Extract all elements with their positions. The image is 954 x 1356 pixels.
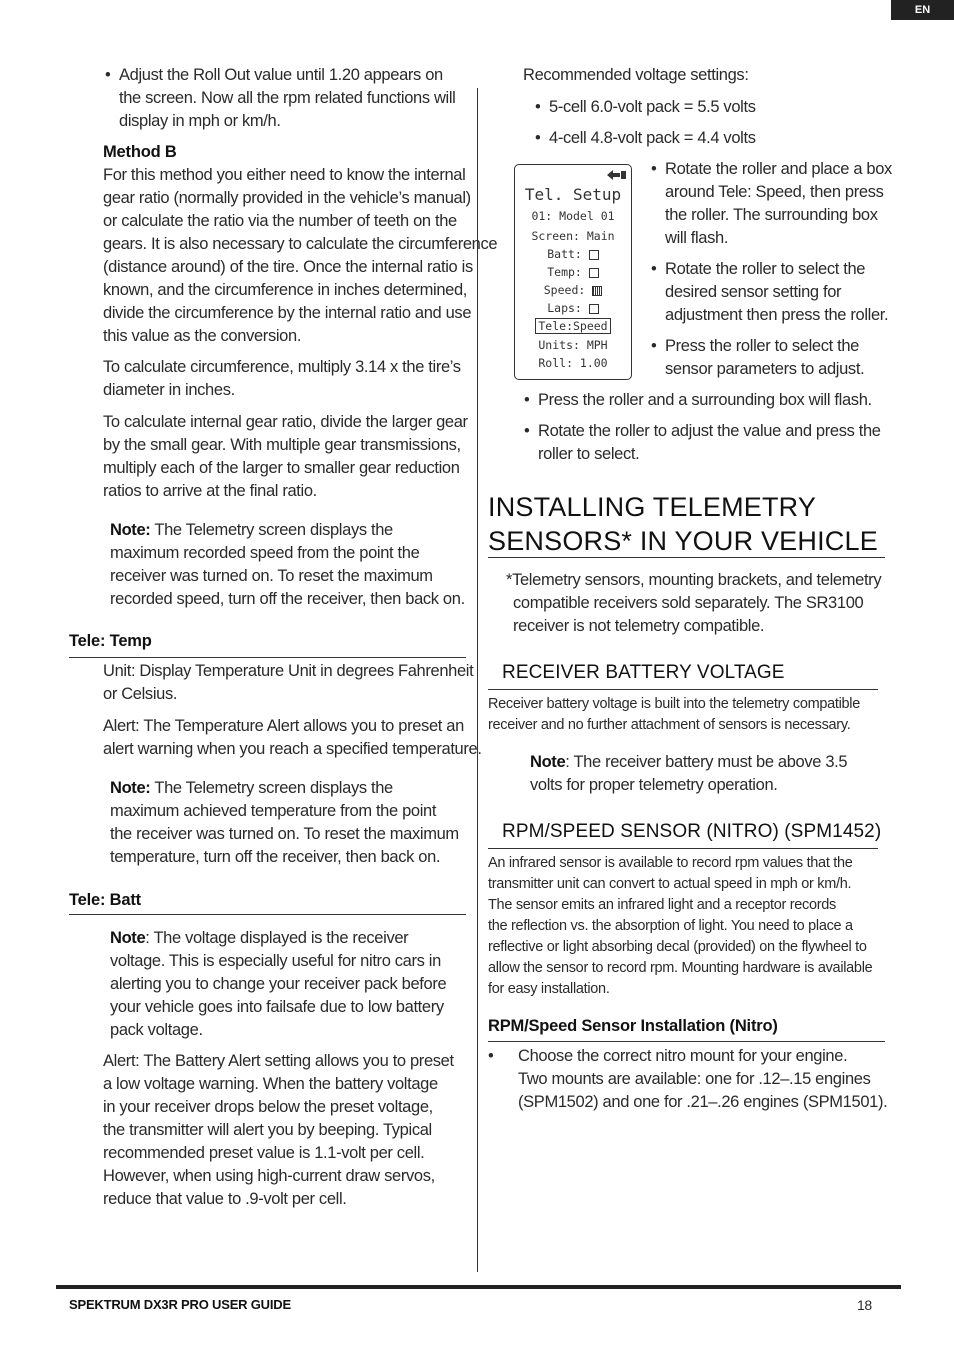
- text-line: reduce that value to .9-volt per cell.: [103, 1190, 347, 1208]
- text-line: gear ratio (normally provided in the vehicle’s manual): [103, 189, 471, 207]
- tele-batt-heading: Tele: Batt: [69, 891, 141, 909]
- text-line: the screen. Now all the rpm related functions will: [119, 89, 456, 107]
- text-line: sensor parameters to adjust.: [665, 360, 865, 378]
- telemetry-setup-screen: [514, 164, 632, 380]
- note-max-speed: Note: The Telemetry screen displays the maximum recorded speed from the point the receiver was turned on. To reset the maximum recorded speed, turn off the receiver, then back on.: [110, 521, 465, 608]
- text-line: by the small gear. With multiple gear transmissions,: [103, 436, 461, 454]
- tele-temp-heading: Tele: Temp: [69, 632, 152, 650]
- text-line: allow the sensor to record rpm. Mounting hardware is available: [488, 960, 873, 976]
- lcd-row-laps: Laps:: [515, 301, 631, 315]
- text-line: diameter in inches.: [103, 381, 235, 399]
- temp-alert-paragraph: [103, 715, 482, 761]
- text-line: (distance around) of the tire. Once the internal ratio is: [103, 258, 473, 276]
- lcd-row-roll: Roll: 1.00: [538, 356, 608, 370]
- text-line: ratios to arrive at the final ratio.: [103, 482, 317, 500]
- text-line: desired sensor setting for: [665, 283, 842, 301]
- text-line: To calculate circumference, multiply 3.14 x the tire’s: [103, 358, 461, 376]
- text-line: Rotate the roller to adjust the value and press the: [538, 422, 881, 440]
- text-line: Two mounts are available: one for .12–.15 engines: [518, 1070, 871, 1088]
- text-line: However, when using high-current draw servos,: [103, 1167, 435, 1185]
- text-line: Alert: The Temperature Alert allows you to preset an: [103, 717, 464, 735]
- text-line: in your receiver drops below the preset voltage,: [103, 1098, 433, 1116]
- screen-title: Tel. Setup: [524, 185, 622, 204]
- receiver-battery-voltage-heading: RECEIVER BATTERY VOLTAGE: [502, 662, 785, 683]
- text-line: Receiver battery voltage is built into the telemetry compatible: [488, 696, 860, 712]
- rbv-paragraph: [488, 694, 860, 736]
- note-battery-voltage: Note: The voltage displayed is the receiver voltage. This is especially useful for nitro cars in alerting you to change your receiver pack before your vehicle goes into failsafe due to low battery pack voltage.: [110, 929, 447, 1039]
- tele-batt-rule: [69, 914, 466, 915]
- lcd-row-speed: Speed:: [515, 283, 631, 297]
- lcd-row-temp: Temp:: [515, 265, 631, 279]
- text-line: for easy installation.: [488, 981, 610, 997]
- bullet-5-cell: • 5-cell 6.0-volt pack = 5.5 volts: [535, 98, 756, 116]
- method-b-paragraph: [103, 164, 497, 348]
- bullet-roll-out: • Adjust the Roll Out value until 1.20 appears on the screen. Now all the rpm related functions will display in mph or km/h.: [119, 64, 456, 133]
- back-arrow-icon: [605, 168, 627, 182]
- footer-title: SPEKTRUM DX3R PRO USER GUIDE: [69, 1297, 291, 1312]
- text-line: SENSORS* IN YOUR VEHICLE: [488, 526, 878, 556]
- checkbox-icon: [589, 250, 599, 260]
- battery-alert-paragraph: [103, 1050, 454, 1211]
- text-line: The sensor emits an infrared light and a receptor records: [488, 897, 836, 913]
- text-line: this value as the conversion.: [103, 327, 302, 345]
- text-line: alert warning when you reach a specified temperature.: [103, 740, 482, 758]
- bullet-4-cell: • 4-cell 4.8-volt pack = 4.4 volts: [535, 129, 756, 147]
- note-label: Note: [110, 929, 146, 947]
- text-line: Unit: Display Temperature Unit in degrees Fahrenheit: [103, 662, 474, 680]
- text-line: divide the circumference by the internal ratio and use: [103, 304, 472, 322]
- text-line: Rotate the roller to select the: [665, 260, 866, 278]
- note-max-temp: Note: The Telemetry screen displays the maximum achieved temperature from the point the receiver was turned on. To reset the maximum temperature, turn off the receiver, then back on.: [110, 779, 459, 866]
- step-rotate-place-box: • Rotate the roller and place a box around Tele: Speed, then press the roller. The surrounding box will flash.: [665, 158, 892, 250]
- method-b-heading: Method B: [103, 143, 177, 161]
- sold-separately-note: *Telemetry sensors, mounting brackets, and telemetry compatible receivers sold separately. The SR3100 receiver is not telemetry compatible.: [506, 571, 882, 635]
- tele-temp-rule: [69, 657, 466, 658]
- text-line: or Celsius.: [103, 685, 178, 703]
- lcd-row-model: 01: Model 01: [531, 209, 615, 223]
- temp-unit-paragraph: [103, 660, 473, 706]
- heading-rule: [488, 557, 885, 558]
- text-line: display in mph or km/h.: [119, 112, 281, 130]
- text-line: Adjust the Roll Out value until 1.20 appears on: [119, 66, 443, 84]
- rpm-installation-heading: RPM/Speed Sensor Installation (Nitro): [488, 1017, 778, 1035]
- text-line: Press the roller to select the: [665, 337, 860, 355]
- checkbox-icon: [589, 268, 599, 278]
- text-line: recommended preset value is 1.1-volt per cell.: [103, 1144, 425, 1162]
- text-line: gears. It is also necessary to calculate the circumference: [103, 235, 498, 253]
- note-receiver-battery: Note: The receiver battery must be above 3.5 volts for proper telemetry operation.: [530, 753, 848, 794]
- note-label: Note:: [110, 779, 151, 797]
- rpm-speed-sensor-heading: RPM/SPEED SENSOR (NITRO) (SPM1452): [502, 821, 882, 842]
- page-number: 18: [857, 1297, 872, 1313]
- note-label: Note:: [110, 521, 151, 539]
- note-label: Note: [530, 753, 566, 771]
- step-press-flash: • Press the roller and a surrounding box will flash.: [524, 391, 872, 409]
- text-line: transmitter unit can convert to actual speed in mph or km/h.: [488, 876, 852, 892]
- lcd-row-tele-speed: Tele:Speed: [515, 319, 631, 333]
- bullet-nitro-mount: • Choose the correct nitro mount for your engine. Two mounts are available: one for .12–.15 engines (SPM1502) and one for .21–.26 engines (SPM1501).: [488, 1045, 887, 1114]
- rpm-rule: [488, 848, 878, 849]
- text-line: reflective or light absorbing decal (provided) on the flywheel to: [488, 939, 867, 955]
- rpm-installation-rule: [488, 1041, 885, 1042]
- language-tab: EN: [891, 0, 954, 20]
- text-line: (SPM1502) and one for .21–.26 engines (SPM1501).: [518, 1093, 888, 1111]
- lcd-row-units: Units: MPH: [538, 338, 608, 352]
- text-line: Choose the correct nitro mount for your engine.: [518, 1047, 848, 1065]
- text-line: will flash.: [665, 229, 729, 247]
- text-line: or calculate the ratio via the number of teeth on the: [103, 212, 457, 230]
- installing-sensors-heading: [488, 490, 878, 558]
- step-rotate-select: • Rotate the roller to select the desired sensor setting for adjustment then press the roller.: [665, 258, 888, 327]
- step-rotate-adjust: • Rotate the roller to adjust the value and press the roller to select.: [538, 420, 881, 466]
- text-line: To calculate internal gear ratio, divide the larger gear: [103, 413, 468, 431]
- text-line: Alert: The Battery Alert setting allows you to preset: [103, 1052, 454, 1070]
- text-line: INSTALLING TELEMETRY: [488, 492, 817, 522]
- rpm-paragraph: [488, 853, 872, 1000]
- text-line: a low voltage warning. When the battery voltage: [103, 1075, 438, 1093]
- lcd-row-screen: Screen: Main: [531, 229, 615, 243]
- gear-ratio-paragraph: [103, 411, 468, 503]
- text-line: adjustment then press the roller.: [665, 306, 889, 324]
- text-line: For this method you either need to know the internal: [103, 166, 466, 184]
- text-line: receiver and no further attachment of sensors is necessary.: [488, 717, 851, 733]
- text-line: around Tele: Speed, then press: [665, 183, 884, 201]
- rbv-rule: [488, 689, 878, 690]
- text-line: roller to select.: [538, 445, 640, 463]
- recommended-voltage-label: Recommended voltage settings:: [523, 66, 749, 84]
- checkbox-icon: [589, 304, 599, 314]
- text-line: the reflection vs. the absorption of light. You need to place a: [488, 918, 853, 934]
- text-line: multiply each of the larger to smaller gear reduction: [103, 459, 460, 477]
- footer-bar: [56, 1285, 901, 1289]
- circumference-paragraph: [103, 356, 461, 402]
- lcd-row-batt: Batt:: [515, 247, 631, 261]
- text-line: the roller. The surrounding box: [665, 206, 878, 224]
- text-line: known, and the circumference in inches determined,: [103, 281, 468, 299]
- text-line: An infrared sensor is available to record rpm values that the: [488, 855, 853, 871]
- checkbox-filled-icon: [592, 286, 602, 296]
- text-line: Rotate the roller and place a box: [665, 160, 892, 178]
- text-line: the transmitter will alert you by beeping. Typical: [103, 1121, 432, 1139]
- step-press-select: • Press the roller to select the sensor parameters to adjust.: [665, 335, 864, 381]
